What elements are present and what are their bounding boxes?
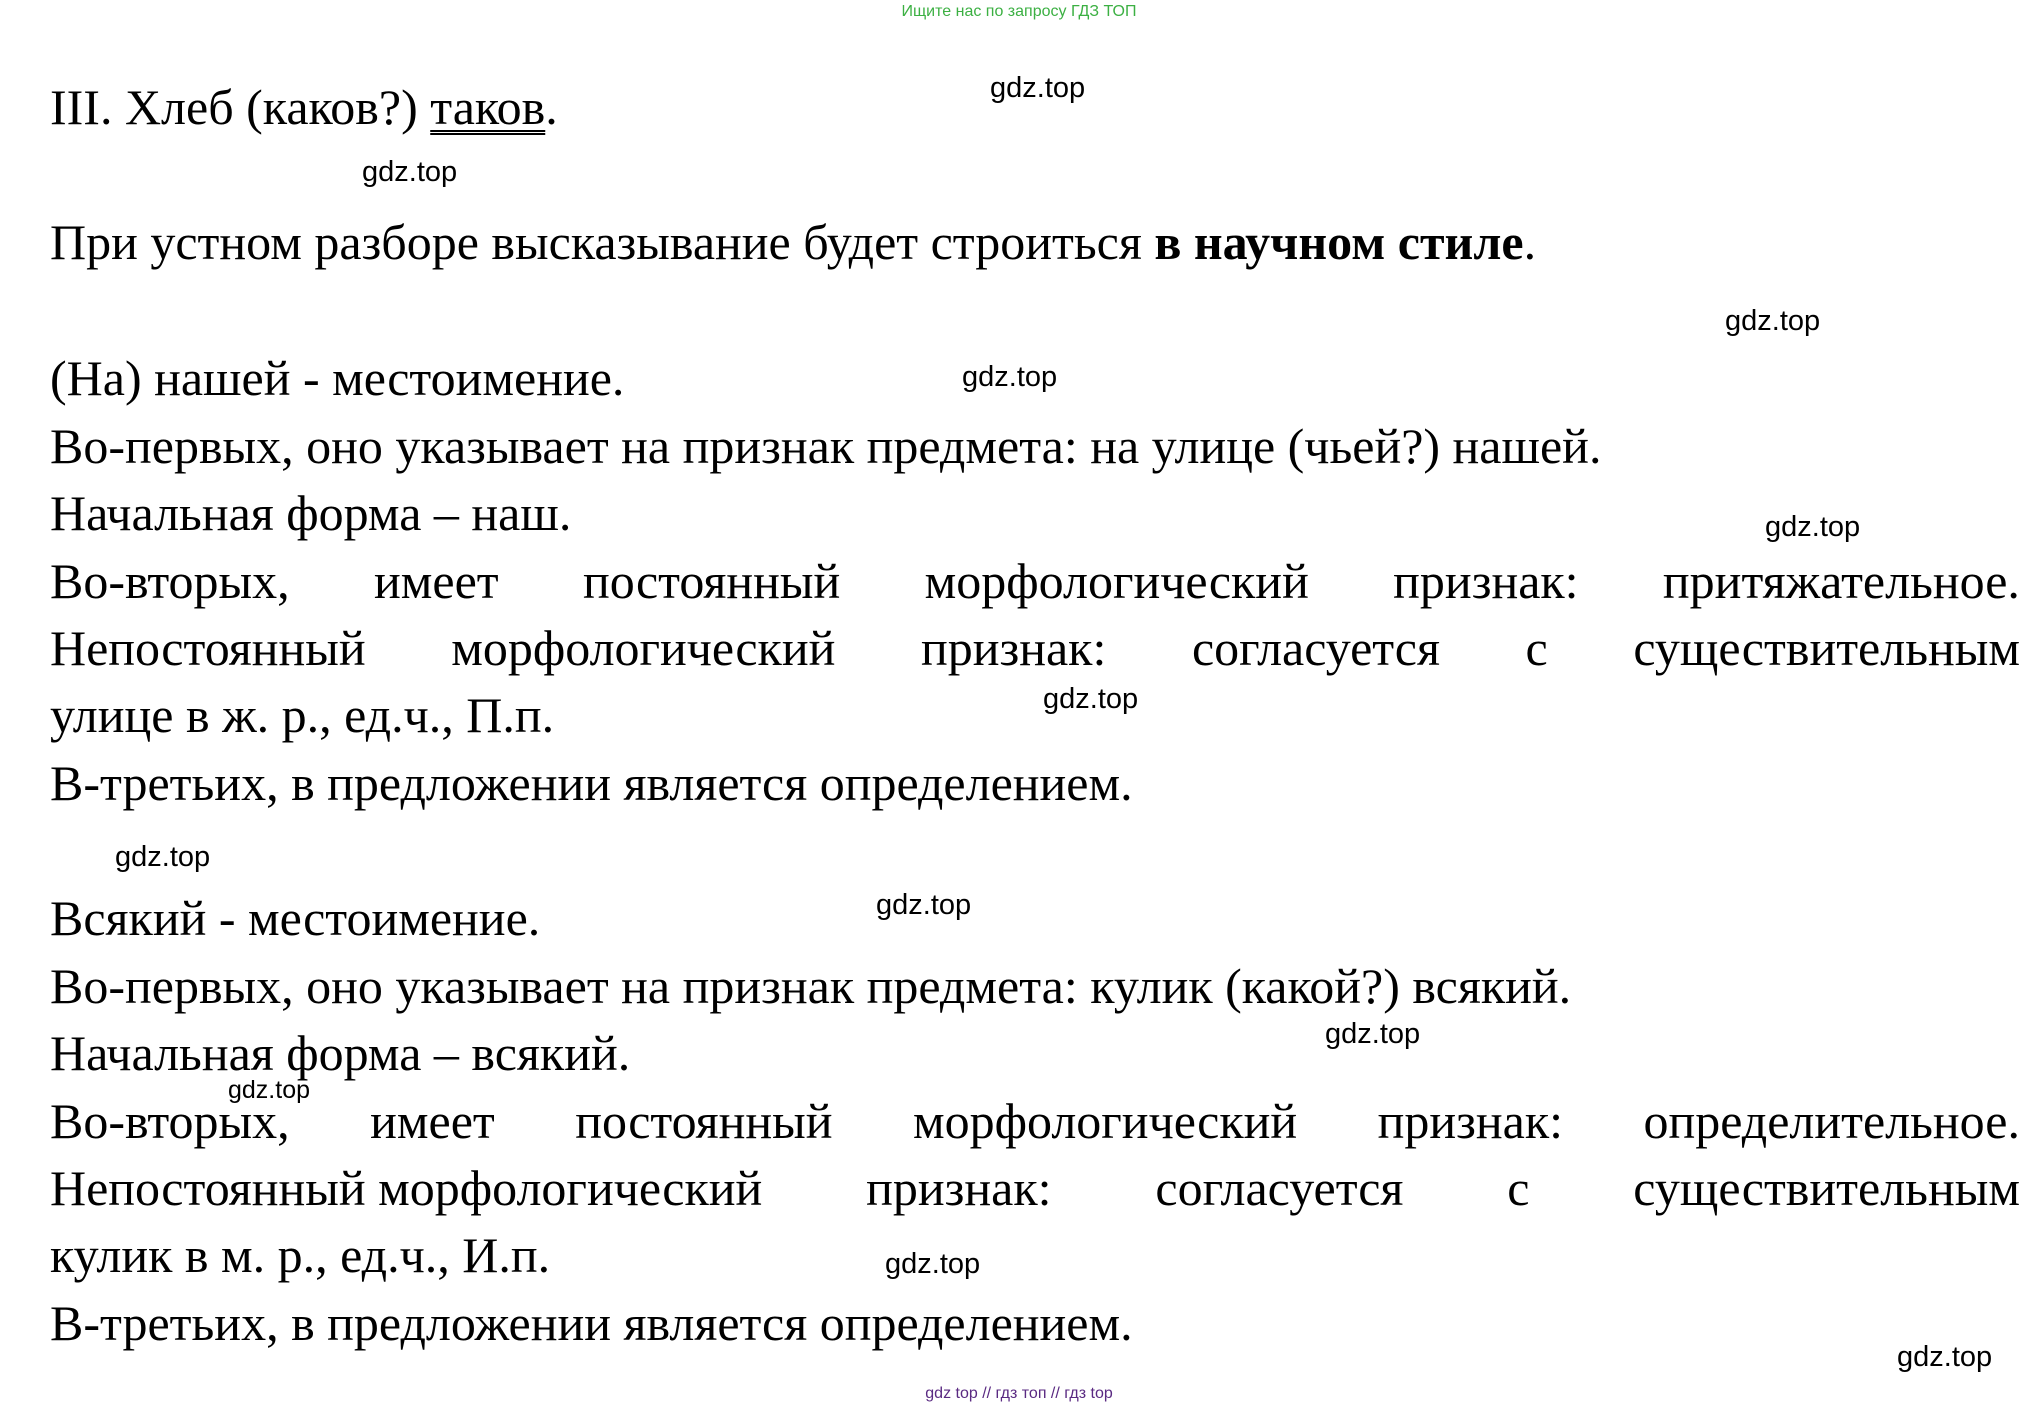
- word: имеет: [374, 553, 499, 609]
- block1-title: (На) нашей - местоимение.: [50, 350, 625, 406]
- heading-suffix: .: [545, 79, 558, 135]
- heading-underlined-word: таков: [430, 79, 546, 135]
- block1-first: Во-первых, оно указывает на признак предмета: на улице (чьей?) нашей.: [50, 418, 1602, 474]
- intro-bold: в научном стиле: [1154, 214, 1524, 270]
- block2-initial-form: Начальная форма – всякий.: [50, 1025, 631, 1081]
- watermark: gdz.top: [1043, 683, 1139, 715]
- word: Непостоянный: [50, 620, 366, 676]
- word: Непостоянный морфологический: [50, 1160, 763, 1216]
- heading-prefix: III. Хлеб (каков?): [50, 79, 431, 135]
- watermark: gdz.top: [962, 361, 1058, 393]
- watermark: gdz.top: [115, 841, 211, 873]
- block1-second: [50, 553, 2020, 609]
- word: постоянный: [575, 1093, 833, 1149]
- word: определительное.: [1643, 1093, 2020, 1149]
- word: притяжательное.: [1662, 553, 2020, 609]
- intro-line: [50, 214, 1537, 270]
- block2-nonconst: [50, 1160, 2020, 1216]
- word: постоянный: [582, 553, 841, 609]
- word: морфологический: [924, 553, 1309, 609]
- intro-suffix: .: [1523, 214, 1537, 270]
- word: согласуется: [1191, 620, 1440, 676]
- word: согласуется: [1155, 1160, 1404, 1216]
- watermark: gdz.top: [876, 889, 972, 921]
- block1-third: В-третьих, в предложении является определением.: [50, 755, 1133, 811]
- word: признак:: [866, 1160, 1052, 1216]
- word: морфологический: [912, 1093, 1298, 1149]
- bottom-banner: gdz top // гдз топ // гдз top: [925, 1385, 1113, 1402]
- word: признак:: [1377, 1093, 1564, 1149]
- word: признак:: [920, 620, 1107, 676]
- watermark: gdz.top: [885, 1248, 981, 1280]
- word: имеет: [370, 1093, 495, 1149]
- word: существительным: [1633, 1160, 2020, 1216]
- watermark: gdz.top: [1725, 305, 1821, 337]
- block2-nonconst-end: кулик в м. р., ед.ч., И.п.: [50, 1227, 551, 1283]
- intro-prefix: При устном разборе высказывание будет строиться: [50, 214, 1155, 270]
- word: с: [1525, 620, 1548, 676]
- word: морфологический: [451, 620, 836, 676]
- word: Во-вторых,: [50, 1093, 290, 1149]
- block1-nonconst-end: улице в ж. р., ед.ч., П.п.: [50, 687, 555, 743]
- word: Во-вторых,: [50, 553, 290, 609]
- block2-second: [50, 1093, 2020, 1149]
- top-banner: Ищите нас по запросу ГДЗ ТОП: [901, 3, 1137, 20]
- watermark: gdz.top: [1325, 1018, 1421, 1050]
- block1-initial-form: Начальная форма – наш.: [50, 485, 572, 541]
- heading-line: [50, 79, 558, 135]
- word: существительным: [1633, 620, 2020, 676]
- watermark: gdz.top: [1765, 511, 1861, 543]
- watermark: gdz.top: [362, 156, 458, 188]
- block2-third: В-третьих, в предложении является определением.: [50, 1295, 1133, 1351]
- word: с: [1507, 1160, 1530, 1216]
- watermark: gdz.top: [990, 72, 1086, 104]
- block1-nonconst: [50, 620, 2020, 676]
- block2-title: Всякий - местоимение.: [50, 890, 541, 946]
- watermark: gdz.top: [1897, 1341, 1993, 1373]
- watermark: gdz.top: [228, 1076, 311, 1104]
- block2-first: Во-первых, оно указывает на признак предмета: кулик (какой?) всякий.: [50, 958, 1572, 1014]
- word: признак:: [1393, 553, 1579, 609]
